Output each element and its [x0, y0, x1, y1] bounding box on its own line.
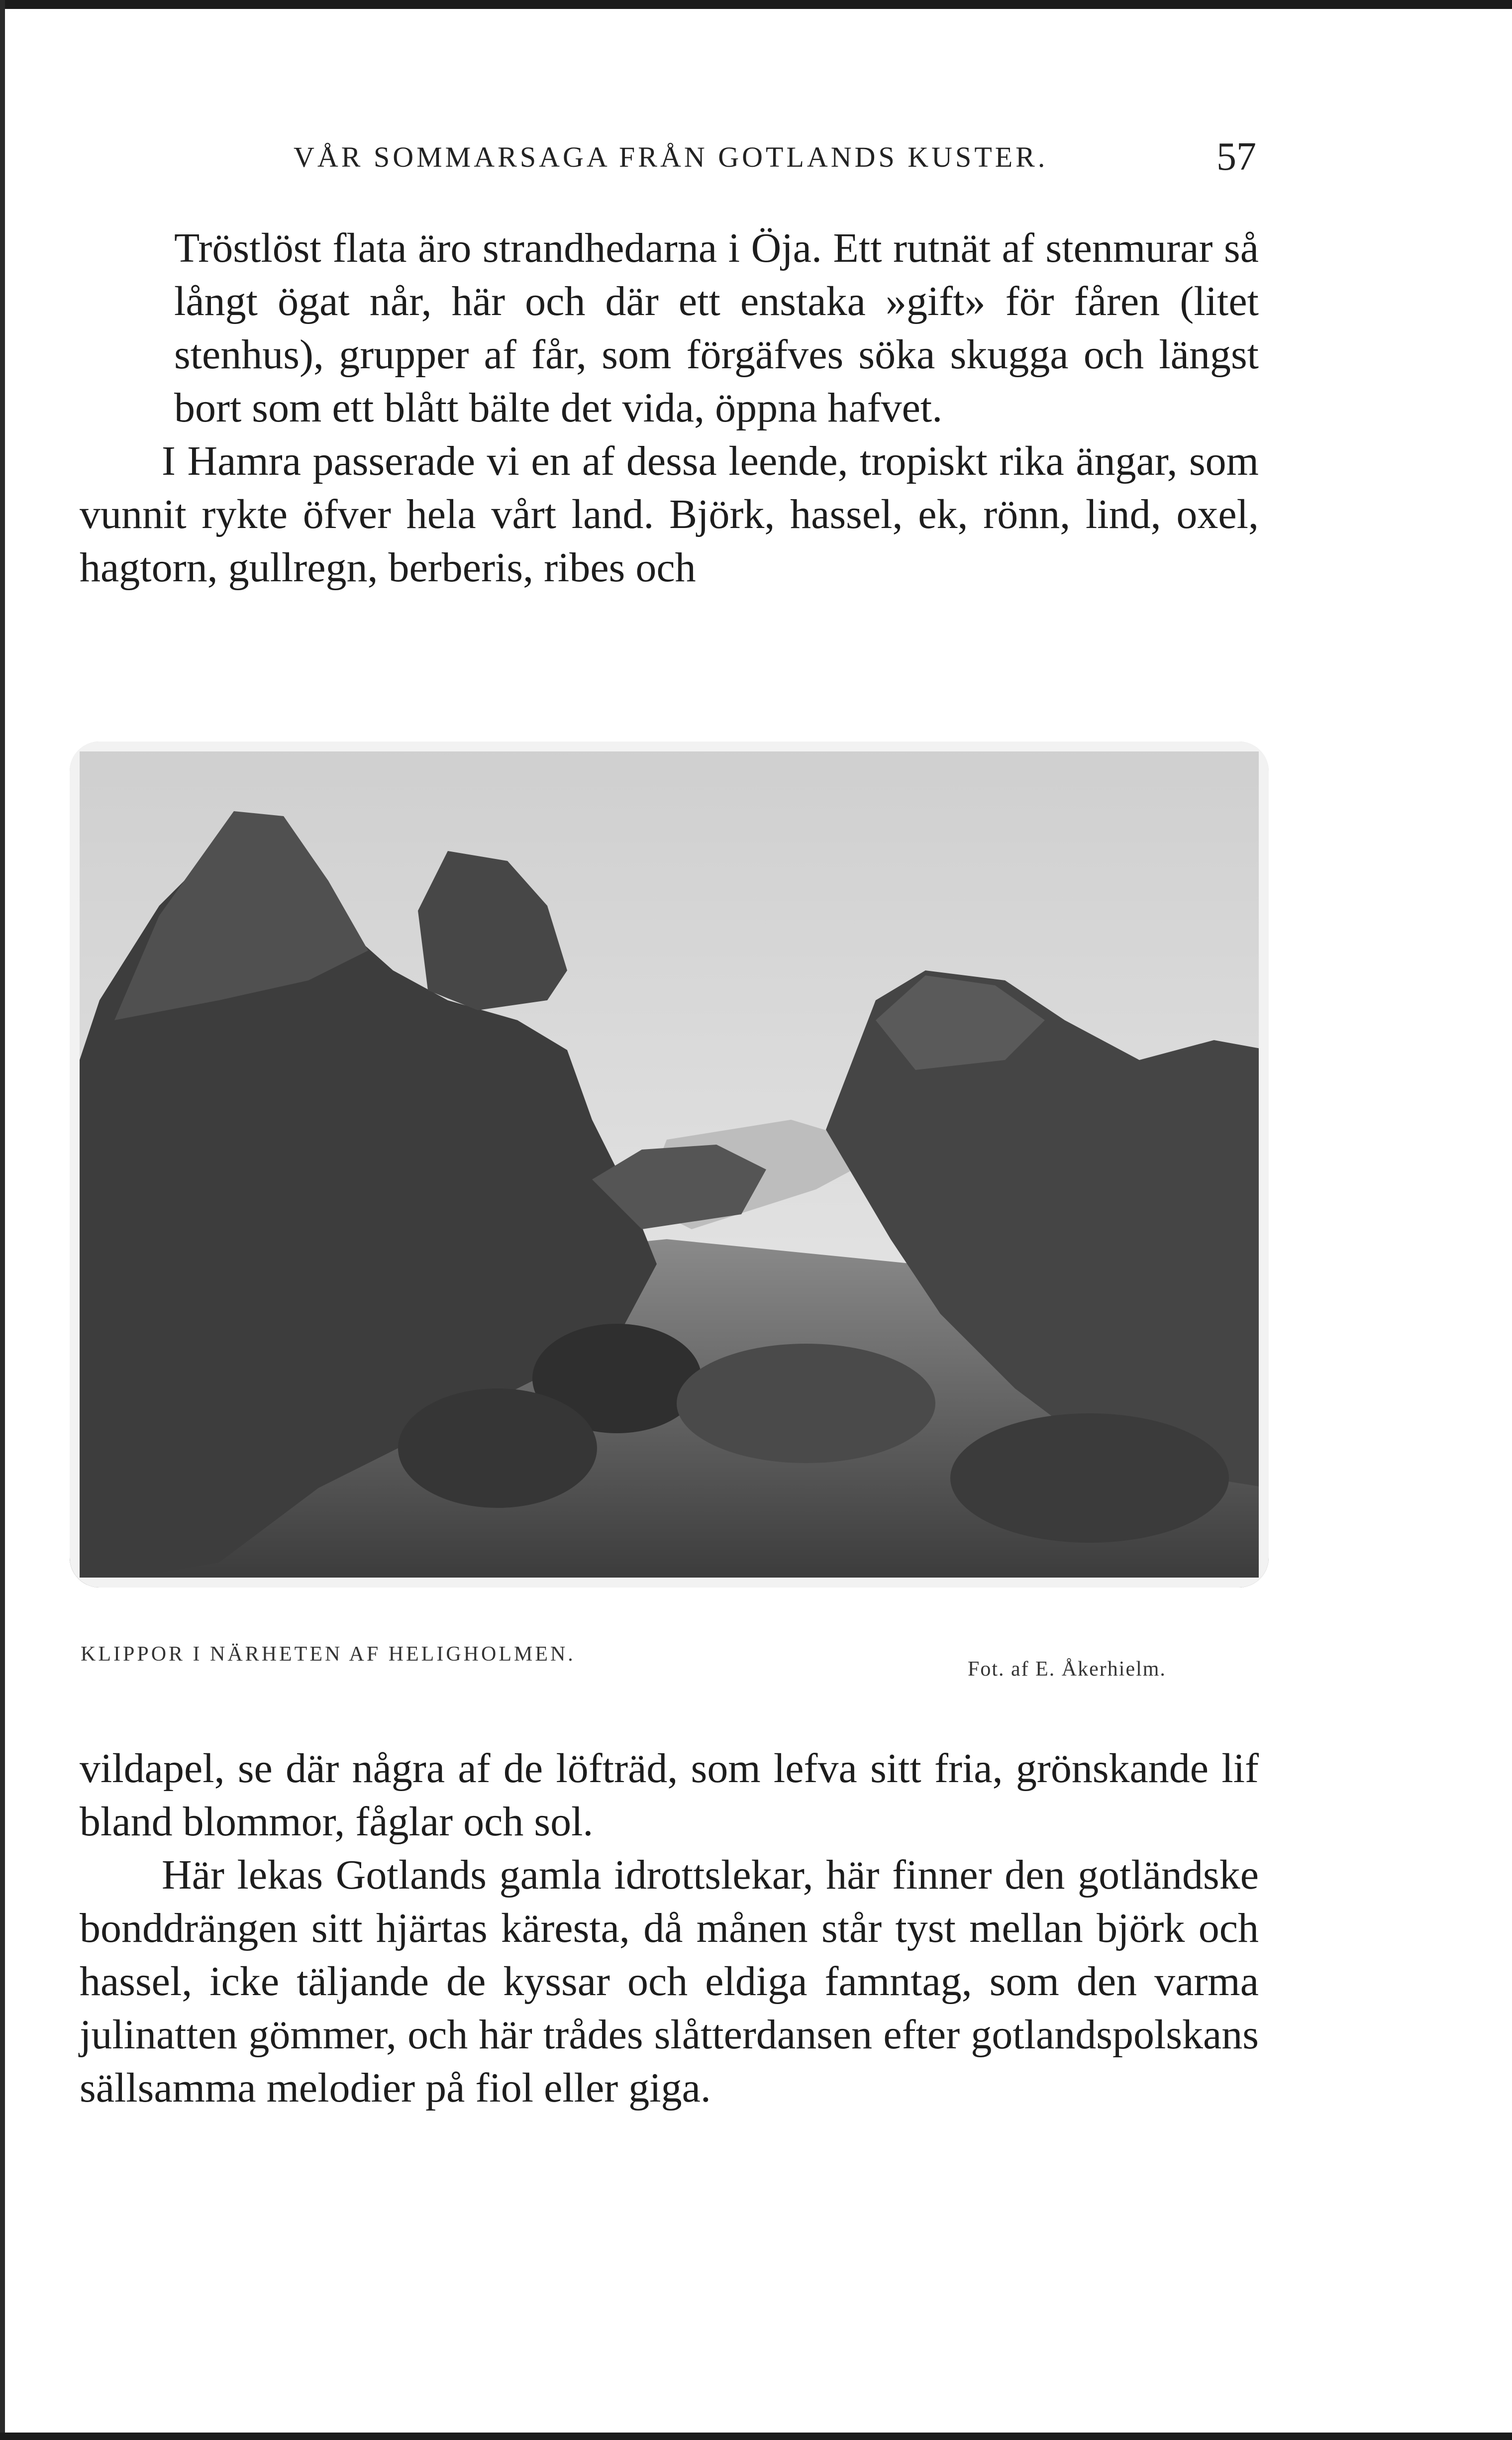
- figure-caption: KLIPPOR I NÄRHETEN AF HELIGHOLMEN.: [81, 1643, 576, 1666]
- scan-edge-left: [0, 0, 5, 2440]
- paragraph: Tröstlöst flata äro strandhedarna i Öja. Ett rutnät af stenmurar så långt ögat når, här och där ett enstaka »gift» för fåren (litet stenhus), grupper af får, som förgäfves söka skugga och längst bort som ett blått bälte det vida, öppna hafvet.: [174, 225, 1259, 431]
- page-number: 57: [1216, 135, 1256, 179]
- paragraph: Här lekas Gotlands gamla idrottslekar, här finner den gotländske bonddrängen sitt hjärtas käresta, då månen står tyst mellan björk och hassel, icke täljande de kyssar och eldiga famntag, som den varma julinatten gömmer, och här trådes slåtterdansen efter gotlandspolskans sällsamma melodier på fiol eller giga.: [80, 1852, 1259, 2111]
- paragraph: vildapel, se där några af de löfträd, som lefva sitt fria, grönskande lif bland blommor, fåglar och sol.: [80, 1745, 1259, 1845]
- scan-edge-bottom: [0, 2433, 1512, 2440]
- running-head: VÅR SOMMARSAGA FRÅN GOTLANDS KUSTER.: [294, 141, 1048, 173]
- rock-cliffs-photo: [70, 742, 1269, 1588]
- photo-credit: Fot. af E. Åkerhielm.: [968, 1658, 1166, 1681]
- boulder: [398, 1388, 597, 1508]
- boulder: [677, 1344, 935, 1463]
- boulder: [950, 1413, 1229, 1543]
- paragraph: I Hamra passerade vi en af dessa leende, tropiskt rika ängar, som vunnit rykte öfver hela vårt land. Björk, hassel, ek, rönn, lind, oxel, hagtorn, gullregn, berberis, ribes och: [80, 438, 1259, 591]
- text-block-top: [80, 221, 1259, 594]
- text-block-bottom: [80, 1742, 1259, 2115]
- scan-edge-top: [0, 0, 1512, 9]
